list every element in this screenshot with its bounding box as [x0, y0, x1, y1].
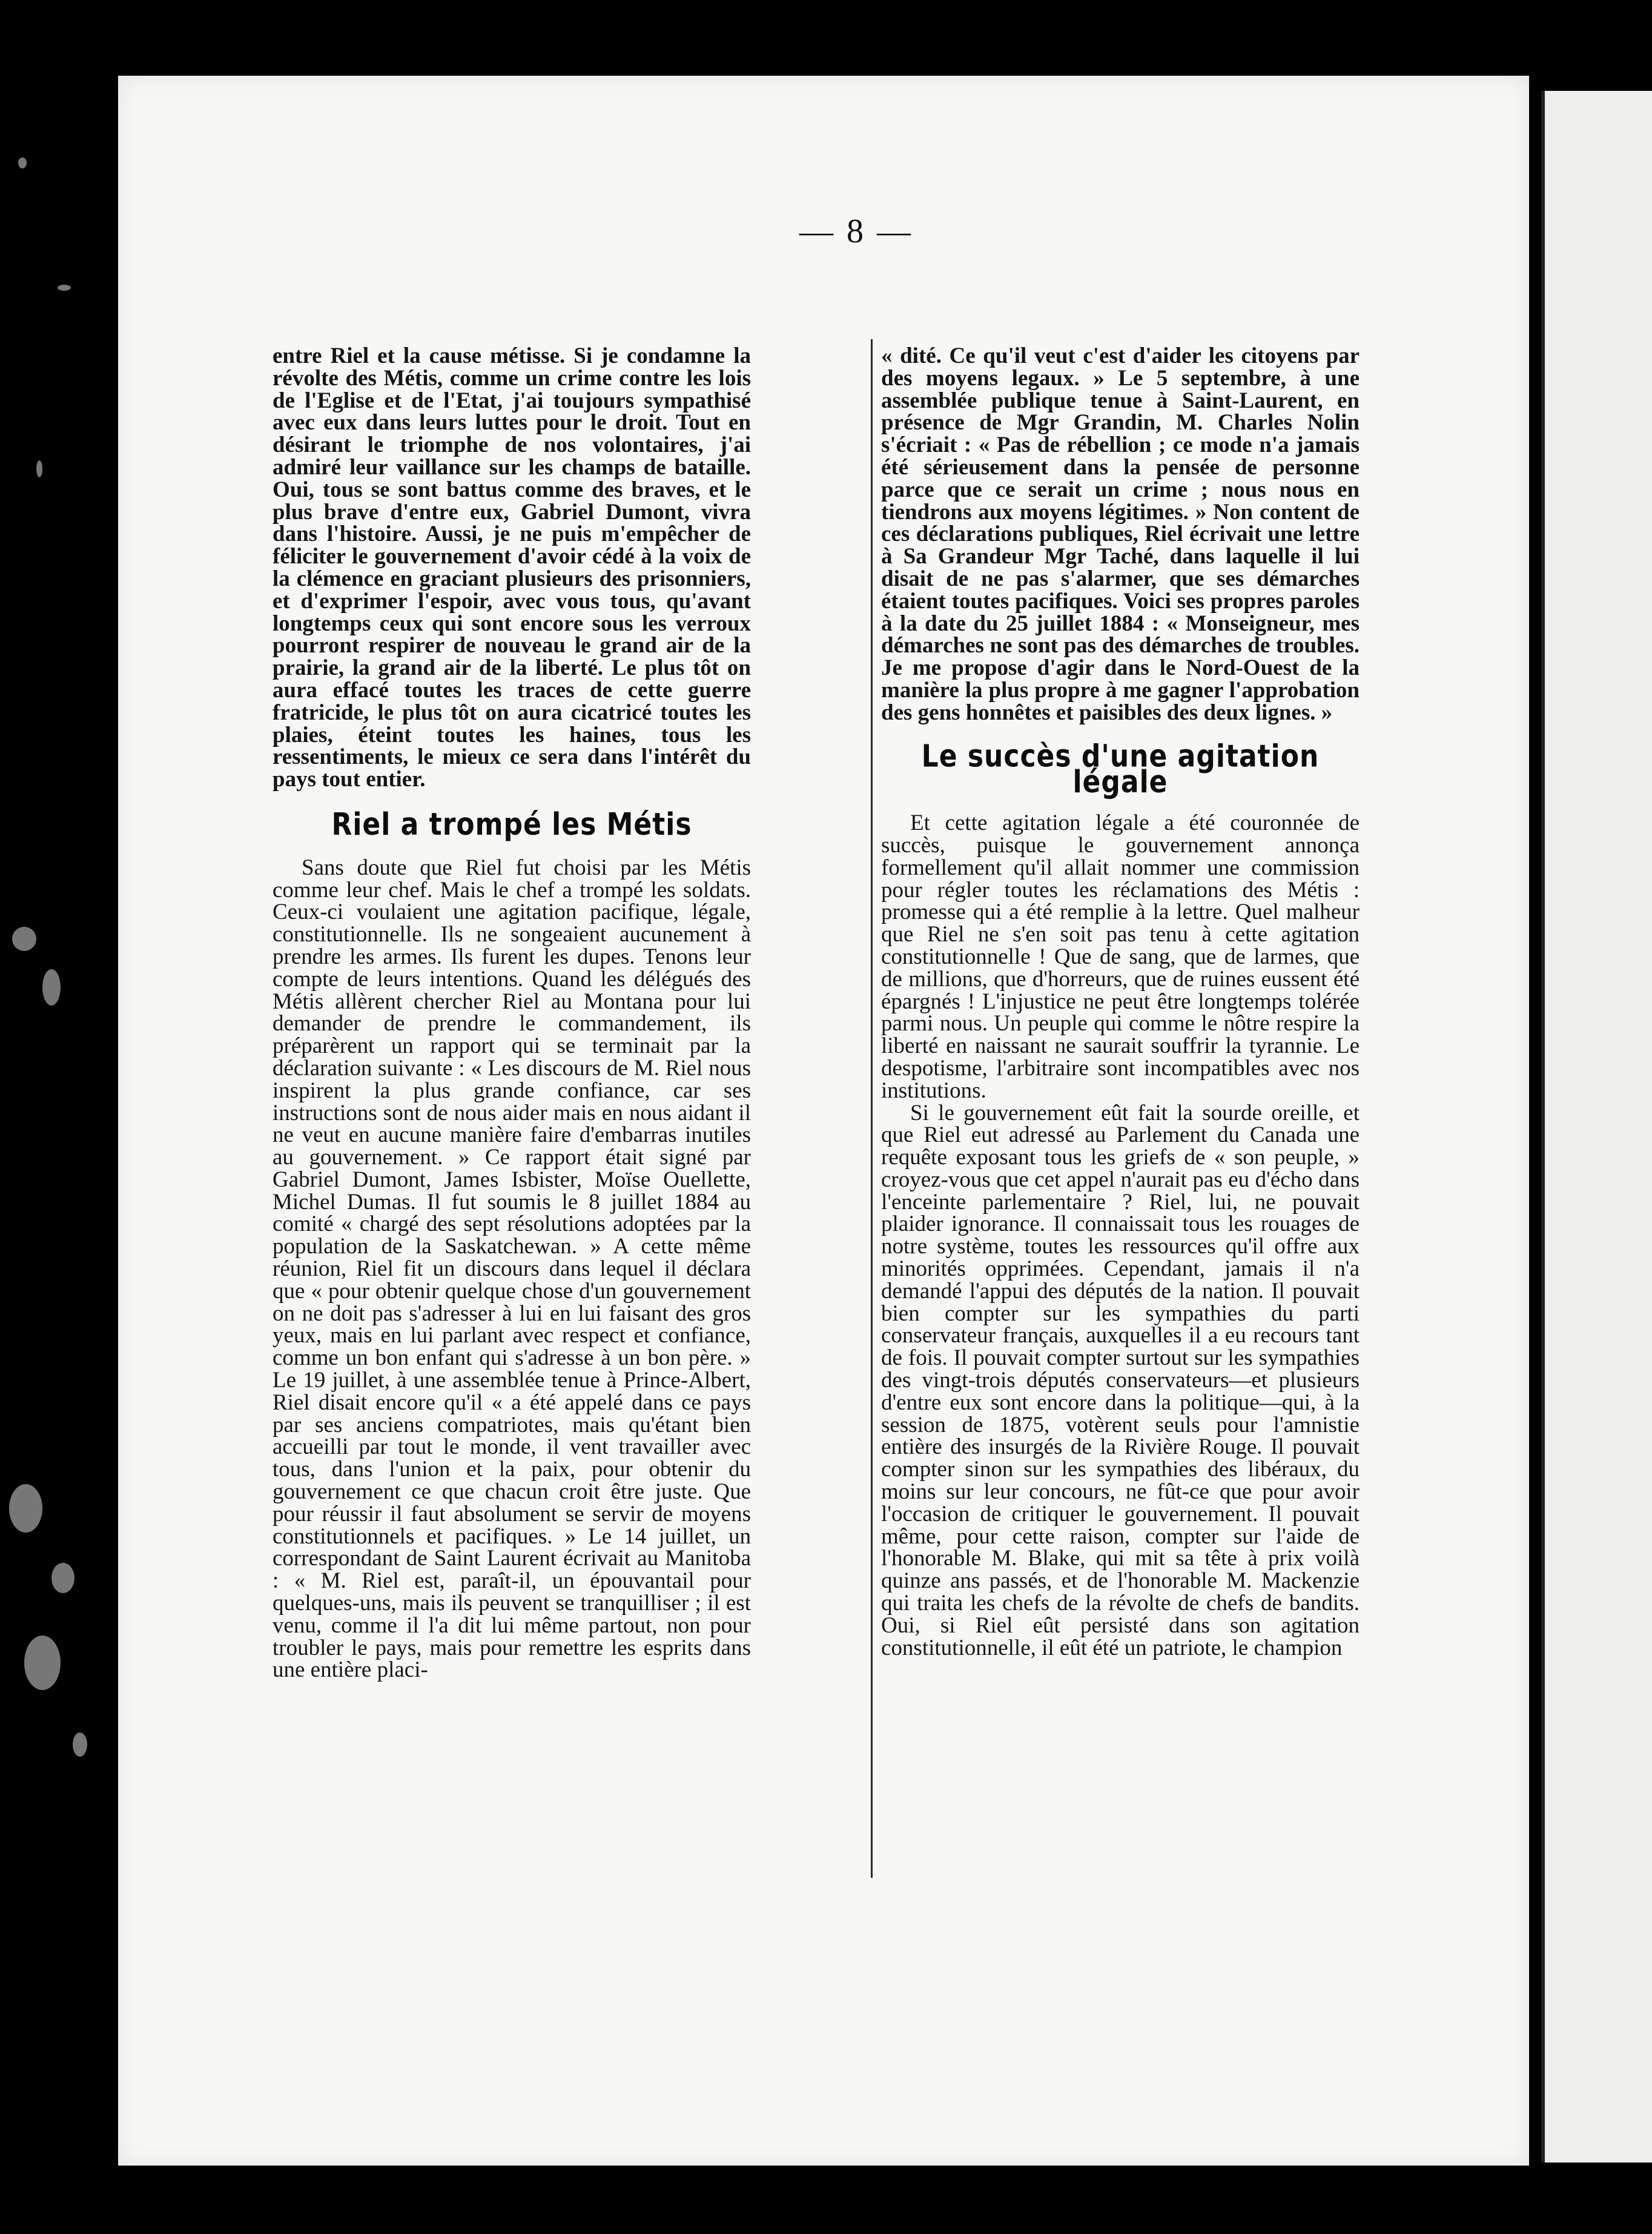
- scan-speck: [24, 1636, 61, 1690]
- scan-speck: [51, 1563, 74, 1593]
- left-column: [273, 345, 751, 1920]
- scan-speck: [18, 157, 27, 168]
- right-paragraph-3: Si le gouvernement eût fait la sourde oreille, et que Riel eut adressé au Parlement du Canada une requête exposant tous les griefs de « son peuple, » croyez-vous que cet appel n'aurait pas eu d'écho dans l'enceinte parlementaire ? Riel, lui, ne pouvait plaider ignorance. Il connaissait tous les rouages de notre système, toutes les ressources qu'il offre aux minorités opprimées. Cependant, jamais il n'a demandé l'appui des députés de la nation. Il pouvait bien compter sur les sympathies du parti conservateur français, auxquelles il a eu recours tant de fois. Il pouvait compter surtout sur les sympathies des vingt-trois députés conservateurs—et plusieurs d'entre eux sont encore dans la politique—qui, à la session de 1875, votèrent seuls pour l'amnistie entière des insurgés de la Rivière Rouge. Il pouvait compter sinon sur les sympathies des libéraux, du moins sur leur concours, ne fût-ce que pour avoir l'occasion de critiquer le gouvernement. Il pouvait même, pour cette raison, compter sur l'aide de l'honorable M. Blake, qui mit sa tête à prix voilà quinze ans passés, et de l'honorable M. Mackenzie qui traita les chefs de la révolte de chefs de bandits. Oui, si Riel eût persisté dans son agitation constitutionnelle, il eût été un patriote, le champion: [881, 1100, 1360, 1660]
- column-divider: [871, 339, 873, 1878]
- scan-speck: [12, 927, 36, 951]
- scan-speck: [36, 460, 42, 477]
- right-paragraph-1: « dité. Ce qu'il veut c'est d'aider les citoyens par des moyens legaux. » Le 5 septembre, à une assemblée publique tenue à Saint-Laurent, en présence de Mgr Grandin, M. Charles Nolin s'écriait : « Pas de rébellion ; ce mode n'a jamais été sérieusement dans la pensée de personne parce que ce serait un crime ; nous nous en tiendrons aux moyens légitimes. » Non content de ces déclarations publiques, Riel écrivait une lettre à Sa Grandeur Mgr Taché, dans laquelle il lui disait de ne pas s'alarmer, que ses démarches étaient toutes pacifiques. Voici ses propres paroles à la date du 25 juillet 1884 : « Monseigneur, mes démarches ne sont pas des démarches de troubles. Je me propose d'agir dans le Nord-Ouest de la manière la plus propre à me gagner l'approbation des gens honnêtes et paisibles des deux lignes. »: [881, 345, 1360, 725]
- left-paragraph-1: entre Riel et la cause métisse. Si je condamne la révolte des Métis, comme un crime contre les lois de l'Eglise et de l'Etat, j'ai toujours sympathisé avec eux dans leurs luttes pour le droit. Tout en désirant le triomphe de nos volontaires, j'ai admiré leur vaillance sur les champs de bataille. Oui, tous se sont battus comme des braves, et le plus brave d'entre eux, Gabriel Dumont, vivra dans l'histoire. Aussi, je ne puis m'empêcher de féliciter le gouvernement d'avoir cédé à la voix de la clémence en graciant plusieurs des prisonniers, et d'exprimer l'espoir, avec vous tous, qu'avant longtemps ceux qui sont encore sous les verroux pourront respirer de nouveau le grand air de la prairie, la grand air de la liberté. Le plus tôt on aura effacé toutes les traces de cette guerre fratricide, le plus tôt on aura cicatricé toutes les plaies, éteint toutes les haines, tous les ressentiments, le mieux ce sera dans l'intérêt du pays tout entier.: [273, 345, 751, 792]
- left-section-heading: Riel a trompé les Métis: [331, 806, 692, 843]
- right-column: [881, 345, 1360, 1920]
- right-section-heading: Le succès d'une agitation légale: [921, 738, 1320, 800]
- scan-speck: [9, 1484, 42, 1533]
- scan-speck: [58, 285, 71, 291]
- right-paragraph-2: Et cette agitation légale a été couronnée de succès, puisque le gouvernement annonça formellement qu'il allait nommer une commission pour régler toutes les réclamations des Métis : promesse qui a été remplie à la lettre. Quel malheur que Riel ne s'en soit pas tenu à cette agitation constitutionnelle ! Que de sang, que de larmes, que de millions, que d'horreurs, que de ruines eussent été épargnés ! L'injustice ne peut être longtemps tolérée parmi nous. Un peuple qui comme le nôtre respire la liberté en naissant ne saurait souffrir la tyrannie. Le despotisme, l'arbitraire sont incompatibles avec nos institutions.: [881, 810, 1360, 1103]
- scan-speck: [42, 969, 61, 1006]
- page-number: — 8 —: [799, 213, 913, 250]
- left-paragraph-2: Sans doute que Riel fut choisi par les Métis comme leur chef. Mais le chef a trompé les soldats. Ceux-ci voulaient une agitation pacifique, légale, constitutionnelle. Ils ne songeaient aucunement à prendre les armes. Ils furent les dupes. Tenons leur compte de leurs intentions. Quand les délégués des Métis allèrent chercher Riel au Montana pour lui demander de prendre le commandement, ils préparèrent un rapport qui se terminait par la déclaration suivante : « Les discours de M. Riel nous inspirent la plus grande confiance, car ses instructions sont de nous aider mais en nous aidant il ne veut en aucune manière faire d'embarras inutiles au gouvernement. » Ce rapport était signé par Gabriel Dumont, James Isbister, Moïse Ouellette, Michel Dumas. Il fut soumis le 8 juillet 1884 au comité « chargé des sept résolutions adoptées par la population de la Saskatchewan. » A cette même réunion, Riel fit un discours dans lequel il déclara que « pour obtenir quelque chose d'un gouvernement on ne doit pas s'adresser à lui en lui faisant des gros yeux, mais en lui parlant avec respect et confiance, comme un bon enfant qui s'adresse à un bon père. » Le 19 juillet, à une assemblée tenue à Prince-Albert, Riel disait encore qu'il « a été appelé dans ce pays par ses anciens compatriotes, mais qu'étant bien accueilli par tout le monde, il vent travailler avec tous, dans l'union et la paix, pour obtenir du gouvernement ce que chacun croit être juste. Que pour réussir il faut absolument se servir de moyens constitutionnels et pacifiques. » Le 14 juillet, un correspondant de Saint Laurent écrivait au Manitoba : « M. Riel est, paraît-il, un épouvantail pour quelques-uns, mais ils peuvent se tranquilliser ; il est venu, comme il l'a dit lui même partout, non pour troubler le pays, mais pour remettre les esprits dans une entière placi-: [273, 855, 751, 1683]
- scan-speck: [73, 1732, 87, 1757]
- adjacent-page-edge: [1541, 91, 1652, 2163]
